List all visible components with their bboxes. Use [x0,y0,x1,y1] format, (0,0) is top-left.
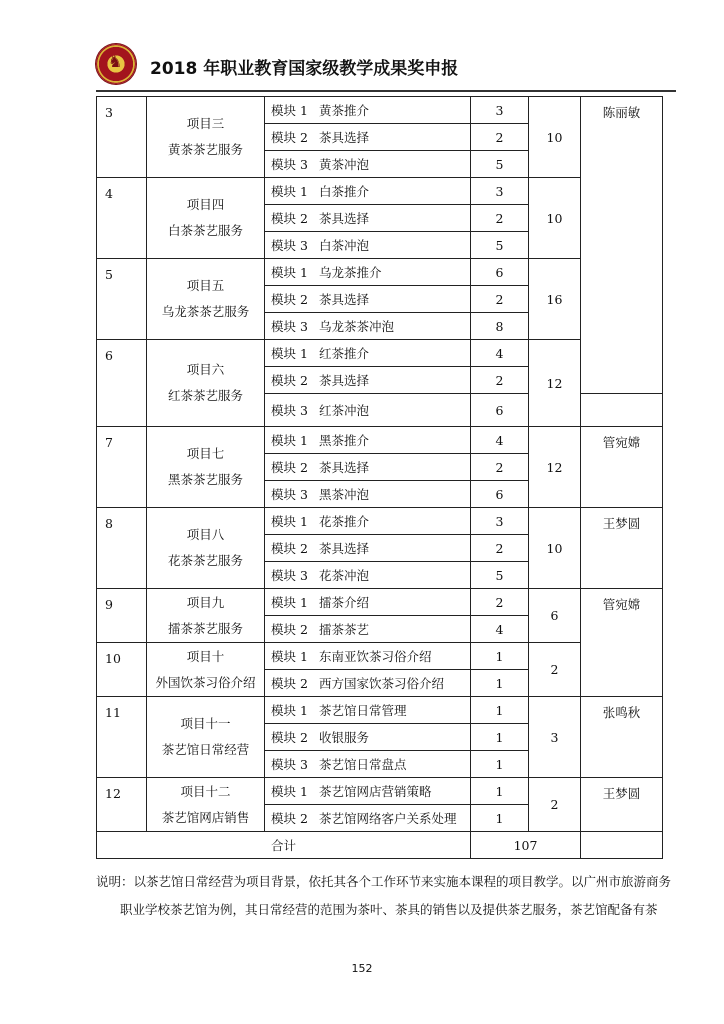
module-index: 模块 1 [271,346,308,361]
module-cell [265,481,471,508]
project-title: 项目三 [186,116,225,131]
project-number: 5 [97,259,147,340]
module-name: 乌龙茶推介 [319,265,382,280]
project-total-hours: 10 [529,178,581,259]
module-index: 模块 3 [271,157,308,172]
project-total-hours: 12 [529,340,581,427]
module-name: 茶具选择 [319,541,370,556]
project-total-hours: 2 [529,778,581,832]
module-hours: 5 [471,232,529,259]
table-row [97,259,663,286]
project-subtitle: 茶艺馆日常经营 [161,742,250,757]
module-hours: 5 [471,562,529,589]
module-index: 模块 1 [271,784,308,799]
project-number: 4 [97,178,147,259]
project-title: 项目四 [186,197,225,212]
project-total-hours: 10 [529,508,581,589]
module-cell [265,454,471,481]
project-number: 3 [97,97,147,178]
module-name: 红茶冲泡 [319,403,370,418]
project-title: 项目十 [186,648,225,664]
project-total-hours: 2 [529,643,581,697]
module-hours: 4 [471,427,529,454]
module-cell [265,589,471,616]
module-hours: 1 [471,670,529,697]
table-row [97,427,663,454]
module-hours: 8 [471,313,529,340]
project-name-cell [147,697,265,778]
module-hours: 1 [471,805,529,832]
module-cell [265,508,471,535]
course-plan-table [96,96,663,859]
module-index: 模块 1 [271,595,308,610]
table-row [97,178,663,205]
project-total-hours: 16 [529,259,581,340]
teacher-name: 管宛嫦 [581,589,663,697]
module-hours: 2 [471,589,529,616]
module-cell [265,751,471,778]
table-row [97,97,663,124]
project-name-cell [147,508,265,589]
module-name: 茶艺馆日常盘点 [319,757,407,772]
teacher-name: 陈丽敏 [581,97,663,394]
module-cell [265,232,471,259]
module-name: 擂茶茶艺 [319,622,370,637]
module-hours: 6 [471,259,529,286]
module-index: 模块 3 [271,403,308,418]
summary-empty [581,832,663,859]
note-line-2: 职业学校茶艺馆为例，其日常经营的范围为茶叶、茶具的销售以及提供茶艺服务，茶艺馆配备有茶 [120,902,658,917]
project-title: 项目十一 [180,716,231,731]
module-name: 白茶推介 [319,184,370,199]
module-hours: 1 [471,643,529,670]
module-cell [265,394,471,427]
module-index: 模块 2 [271,811,308,826]
module-index: 模块 2 [271,622,308,637]
module-hours: 3 [471,508,529,535]
module-cell [265,205,471,232]
module-cell [265,643,471,670]
project-subtitle: 白茶茶艺服务 [167,223,243,238]
module-cell [265,151,471,178]
module-name: 黄茶冲泡 [319,157,370,172]
module-name: 茶艺馆网络客户关系处理 [319,811,457,826]
module-cell [265,313,471,340]
table-row [97,778,663,805]
project-title: 项目十二 [180,783,231,799]
module-index: 模块 1 [271,433,308,448]
project-subtitle: 擂茶茶艺服务 [167,620,243,636]
table-row [97,508,663,535]
teacher-name: 张鸣秋 [581,697,663,778]
teacher-name: 王梦圆 [581,778,663,832]
module-hours: 4 [471,340,529,367]
module-hours: 2 [471,367,529,394]
module-index: 模块 2 [271,541,308,556]
module-index: 模块 3 [271,319,308,334]
module-name: 茶具选择 [319,130,370,145]
module-cell [265,562,471,589]
project-title: 项目六 [186,362,225,377]
project-subtitle: 黄茶茶艺服务 [167,142,243,157]
module-hours: 3 [471,178,529,205]
table-row [97,697,663,724]
module-index: 模块 3 [271,238,308,253]
module-hours: 6 [471,481,529,508]
project-number: 8 [97,508,147,589]
module-name: 花茶冲泡 [319,568,370,583]
module-hours: 1 [471,751,529,778]
module-index: 模块 1 [271,103,308,118]
summary-row [97,832,663,859]
module-hours: 1 [471,724,529,751]
school-logo-icon: ♞ [96,44,136,84]
project-subtitle: 外国饮茶习俗介绍 [155,674,256,690]
module-cell [265,535,471,562]
table-row [97,340,663,367]
project-subtitle: 茶艺馆网店销售 [161,809,250,825]
module-index: 模块 3 [271,487,308,502]
module-index: 模块 1 [271,514,308,529]
module-cell [265,97,471,124]
module-name: 茶具选择 [319,460,370,475]
project-total-hours: 12 [529,427,581,508]
teacher-name: 王梦圆 [581,508,663,589]
project-total-hours: 3 [529,697,581,778]
page-header [96,40,676,90]
module-hours: 6 [471,394,529,427]
project-total-hours: 10 [529,97,581,178]
module-cell [265,778,471,805]
project-subtitle: 黑茶茶艺服务 [167,472,243,487]
module-cell [265,367,471,394]
module-name: 茶具选择 [319,373,370,388]
module-cell [265,670,471,697]
project-name-cell [147,589,265,643]
page-title: 2018 年职业教育国家级教学成果奖申报 [150,59,459,79]
project-name-cell [147,427,265,508]
module-cell [265,427,471,454]
module-name: 红茶推介 [319,346,370,361]
project-name-cell [147,778,265,832]
module-index: 模块 2 [271,211,308,226]
module-index: 模块 2 [271,460,308,475]
note-line-1: 说明：以茶艺馆日常经营为项目背景，依托其各个工作环节来实施本课程的项目教学。以广州市旅游商务 [96,874,672,889]
project-title: 项目八 [186,527,225,542]
module-hours: 5 [471,151,529,178]
module-name: 茶艺馆日常管理 [319,703,407,718]
module-index: 模块 2 [271,676,308,691]
module-index: 模块 1 [271,649,308,664]
module-hours: 3 [471,97,529,124]
module-cell [265,340,471,367]
module-index: 模块 1 [271,703,308,718]
module-name: 东南亚饮茶习俗介绍 [319,649,432,664]
module-name: 白茶冲泡 [319,238,370,253]
module-cell [265,286,471,313]
teacher-cell-empty [581,394,663,427]
module-name: 西方国家饮茶习俗介绍 [319,676,445,691]
module-cell [265,724,471,751]
summary-value: 107 [471,832,581,859]
project-title: 项目五 [186,278,225,293]
module-name: 黑茶推介 [319,433,370,448]
module-index: 模块 2 [271,292,308,307]
table-row [97,589,663,616]
module-cell [265,697,471,724]
project-total-hours: 6 [529,589,581,643]
project-name-cell [147,97,265,178]
header-divider [96,90,676,92]
project-number: 12 [97,778,147,832]
module-name: 黑茶冲泡 [319,487,370,502]
project-subtitle: 乌龙茶茶艺服务 [161,304,250,319]
explanation-note [96,868,696,924]
module-cell [265,259,471,286]
module-name: 黄茶推介 [319,103,370,118]
module-index: 模块 2 [271,730,308,745]
project-number: 9 [97,589,147,643]
module-name: 茶具选择 [319,211,370,226]
module-cell [265,178,471,205]
project-number: 10 [97,643,147,697]
project-name-cell [147,643,265,697]
module-name: 乌龙茶茶冲泡 [319,319,395,334]
project-number: 7 [97,427,147,508]
project-name-cell [147,340,265,427]
project-title: 项目九 [186,594,225,610]
module-name: 茶艺馆网店营销策略 [319,784,432,799]
module-index: 模块 3 [271,568,308,583]
project-title: 项目七 [186,446,225,461]
module-name: 茶具选择 [319,292,370,307]
module-hours: 2 [471,535,529,562]
module-hours: 2 [471,454,529,481]
module-index: 模块 1 [271,184,308,199]
module-hours: 1 [471,778,529,805]
module-name: 收银服务 [319,730,370,745]
project-number: 11 [97,697,147,778]
module-hours: 2 [471,286,529,313]
page-number: 152 [351,962,373,975]
module-hours: 4 [471,616,529,643]
module-cell [265,805,471,832]
project-subtitle: 花茶茶艺服务 [167,553,243,568]
teacher-name: 管宛嫦 [581,427,663,508]
project-number: 6 [97,340,147,427]
table-row [97,643,663,670]
project-name-cell [147,259,265,340]
summary-label: 合计 [97,832,471,859]
module-index: 模块 1 [271,265,308,280]
module-hours: 2 [471,124,529,151]
module-name: 擂茶介绍 [319,595,370,610]
module-cell [265,124,471,151]
module-cell [265,616,471,643]
module-index: 模块 2 [271,130,308,145]
module-name: 花茶推介 [319,514,370,529]
project-subtitle: 红茶茶艺服务 [167,388,243,403]
module-index: 模块 3 [271,757,308,772]
module-index: 模块 2 [271,373,308,388]
module-hours: 1 [471,697,529,724]
project-name-cell [147,178,265,259]
module-hours: 2 [471,205,529,232]
